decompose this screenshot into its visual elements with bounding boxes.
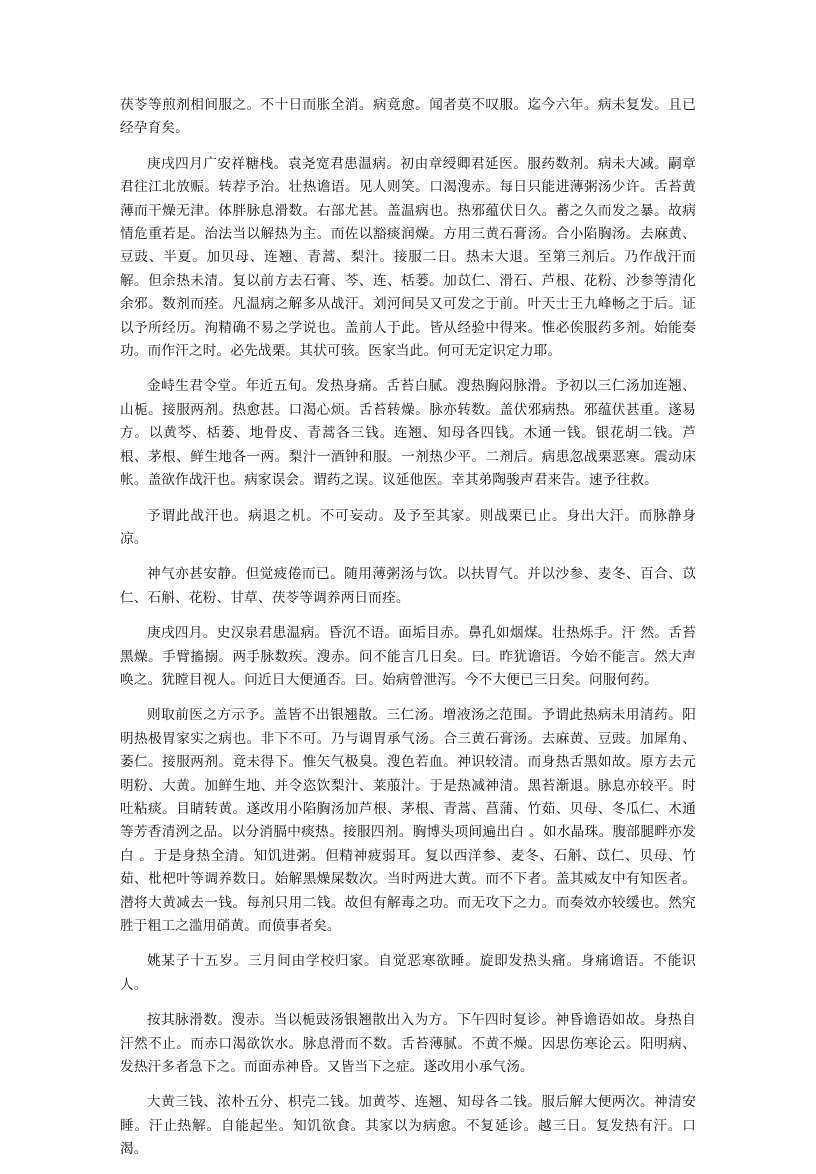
paragraph: 庚戌四月。史汉泉君患温病。昏沉不语。面垢目赤。鼻孔如烟煤。壮热烁手。汗 然。舌苔黑燥。手臂搐搦。两手脉数疾。溲赤。问不能言几日矣。曰。昨犹谵语。今始不能言。然大声唤之。犹瞠目视人。问近日大便通否。曰。始病曾泄泻。今不大便已三日矣。问服何药。	[120, 625, 696, 688]
paragraph: 则取前医之方示予。盖皆不出银翘散。三仁汤。增液汤之范围。予谓此热病未用清药。阳明热极胃家实之病也。非下不可。乃与调胃承气汤。合三黄石膏汤。去麻黄、豆豉。加犀角、萎仁。接服两剂。竟未得下。惟矢气极臭。溲色若血。神识较清。而身热舌黑如故。原方去元明粉、大黄。加鲜生地、并令恣饮梨汁、莱菔汁。于是热减神清。黑苔渐退。脉息亦较平。时吐粘痰。目睛转黄。遂改用小陷胸汤加芦根、茅根、青蒿、菖蒲、竹茹、贝母、冬瓜仁、木通等芳香清洌之品。以分消膈中痰热。接服四剂。胸博头项间遍出白 。如水晶珠。腹部腿畔亦发白 。于是身热全清。知饥进粥。但精神疲弱耳。复以西洋参、麦冬、石斛、苡仁、贝母、竹茹、枇杷叶等调养数日。始解黑燥屎数次。当时两进大黄。而不下者。盖其威友中有知医者。潜将大黄减去一钱。每剂只用二钱。故但有解毒之功。而无攻下之力。而奏效亦较缓也。然究胜于粗工之滥用硝黄。而偾事者矣。	[120, 707, 696, 934]
paragraph: 大黄三钱、浓朴五分、枳壳二钱。加黄芩、连翘、知母各二钱。服后解大便两次。神清安睡。汗止热解。自能起坐。知饥欲食。其家以为病愈。不复延诊。越三日。复发热有汗。口渴。	[120, 1094, 696, 1158]
paragraph: 庚戌四月广安祥糖栈。袁尧宽君患温病。初由章绶卿君延医。服药数剂。病未大减。嗣章君往江北放赈。转荐予治。壮热谵语。见人则笑。口渴溲赤。每日只能进薄粥汤少许。舌苔黄薄而干燥无津。体胖脉息滑数。右部尤甚。盖温病也。热邪蕴伏日久。蓄之久而发之暴。故病情危重若是。治法当以解热为主。而佐以豁痰润燥。方用三黄石膏汤。合小陷胸汤。去麻黄、豆豉、半夏。加贝母、连翘、青蒿、梨汁。接服二日。热未大退。至第三剂后。乃作战汗而解。但余热未清。复以前方去石膏、芩、连、栝蒌。加苡仁、滑石、芦根、花粉、沙参等清化余邪。数剂而痊。凡温病之解多从战汗。刘河间吴又可发之于前。叶天士王九峰畅之于后。证以予所经历。洵精确不易之学说也。盖前人于此。皆从经验中得来。惟必俟服药多剂。始能奏功。而作汗之时。必先战栗。其状可骇。医家当此。何可无定识定力耶。	[120, 155, 696, 360]
paragraph: 予谓此战汗也。病退之机。不可妄动。及予至其家。则战栗已止。身出大汗。而脉静身凉。	[120, 507, 696, 547]
paragraph: 神气亦甚安静。但觉疲倦而已。随用薄粥汤与饮。以扶胃气。并以沙参、麦冬、百合、苡仁、石斛、花粉、甘草、茯苓等调养两日而痊。	[120, 566, 696, 606]
paragraph: 姚某子十五岁。三月间由学校归家。自觉恶寒欲睡。旋即发热头痛。身痛谵语。不能识人。	[120, 953, 696, 993]
paragraph: 茯苓等煎剂相间服之。不十日而胀全消。病竟愈。闻者莫不叹服。迄今六年。病未复发。且已经孕育矣。	[120, 97, 696, 137]
document-body	[120, 94, 696, 1174]
paragraph: 按其脉滑数。溲赤。当以栀豉汤银翘散出入为方。下午四时复诊。神昏谵语如故。身热自汗然不止。而赤口渴欲饮水。脉息滑而不数。舌苔薄腻。不黄不燥。因思伤寒论云。阳明病、发热汗多者急下之。而面赤神昏。又皆当下之症。遂改用小承气汤。	[120, 1012, 696, 1076]
paragraph: 金峙生君令堂。年近五旬。发热身痛。舌苔白腻。溲热胸闷脉滑。予初以三仁汤加连翘、山栀。接服两剂。热愈甚。口渴心烦。舌苔转燥。脉亦转数。盖伏邪病热。邪蕴伏甚重。遂易方。以黄芩、栝蒌、地骨皮、青蒿各三钱。连翘、知母各四钱。木通一钱。银花胡二钱。芦根、茅根、鲜生地各一两。梨汁一酒钟和服。一剂热少平。二剂后。病患忽战栗恶寒。震动床帐。盖欲作战汗也。病家误会。谓药之误。议延他医。幸其弟陶骏声君来告。速予往救。	[120, 378, 696, 489]
